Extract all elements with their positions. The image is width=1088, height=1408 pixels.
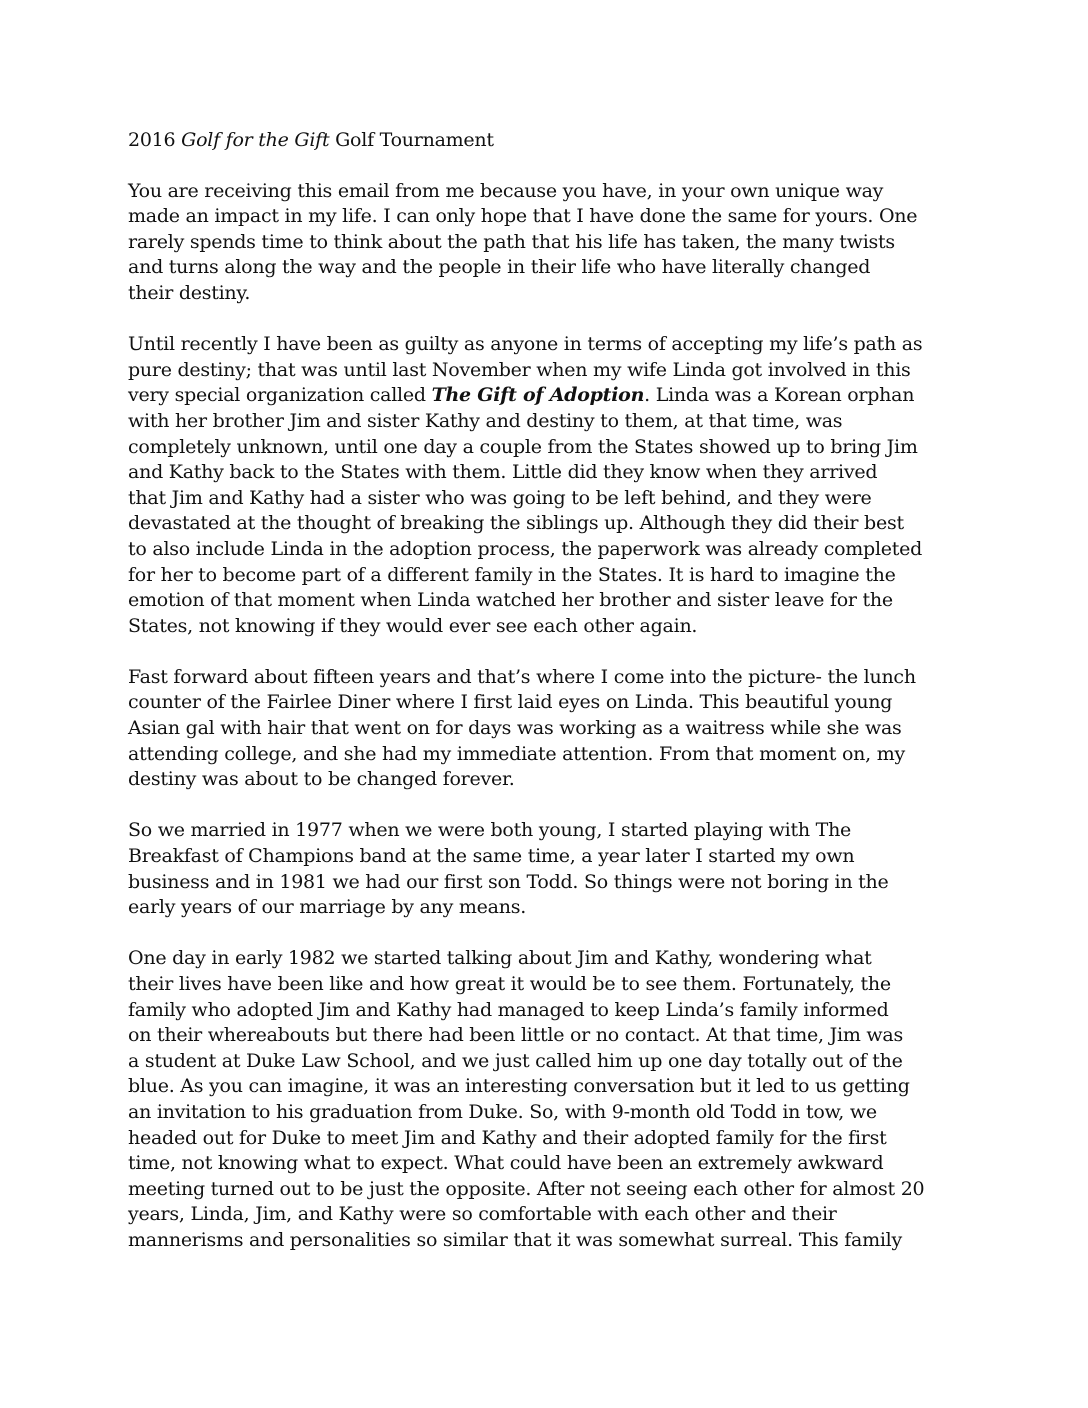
- text-line: devastated at the thought of breaking the siblings up. Although they did their best: [128, 512, 904, 535]
- text-line: that Jim and Kathy had a sister who was going to be left behind, and they were: [128, 486, 872, 509]
- text-line: Fast forward about fifteen years and that’s where I come into the picture- the lunch: [128, 665, 916, 688]
- text-line: and Kathy back to the States with them. Little did they know when they arrived: [128, 461, 878, 484]
- text-line: made an impact in my life. I can only hope that I have done the same for yours. One: [128, 205, 918, 228]
- text-line: business and in 1981 we had our first son Todd. So things were not boring in the: [128, 870, 889, 893]
- title-year: 2016: [128, 129, 182, 151]
- text-line: their destiny.: [128, 281, 251, 304]
- text-line: So we married in 1977 when we were both young, I started playing with The: [128, 819, 852, 842]
- text-line: for her to become part of a different family in the States. It is hard to imagine the: [128, 563, 896, 586]
- text-line: States, not knowing if they would ever see each other again.: [128, 614, 698, 637]
- paragraph-reunion: [128, 946, 978, 1253]
- text-line: emotion of that moment when Linda watched her brother and sister leave for the: [128, 589, 893, 612]
- text-line: headed out for Duke to meet Jim and Kathy and their adopted family for the first: [128, 1126, 887, 1149]
- text-line: time, not knowing what to expect. What could have been an extremely awkward: [128, 1152, 884, 1175]
- text-line: years, Linda, Jim, and Kathy were so comfortable with each other and their: [128, 1203, 837, 1226]
- text-line: blue. As you can imagine, it was an interesting conversation but it led to us getting: [128, 1075, 910, 1098]
- title-suffix: Golf Tournament: [329, 129, 494, 151]
- text-line: One day in early 1982 we started talking about Jim and Kathy, wondering what: [128, 947, 872, 970]
- text-line: on their whereabouts but there had been little or no contact. At that time, Jim was: [128, 1024, 903, 1047]
- paragraph-intro: [128, 179, 978, 307]
- text-line: rarely spends time to think about the path that his life has taken, the many twists: [128, 230, 895, 253]
- title-event-name: Golf for the Gift: [181, 129, 330, 151]
- organization-trail-text: . Linda was a Korean orphan: [644, 384, 915, 407]
- letter-page: [128, 128, 978, 1279]
- text-line: Breakfast of Champions band at the same time, a year later I started my own: [128, 845, 855, 868]
- text-line: and turns along the way and the people in their life who have literally changed: [128, 256, 871, 279]
- text-line: an invitation to his graduation from Duke. So, with 9-month old Todd in tow, we: [128, 1100, 877, 1123]
- paragraph-marriage: [128, 818, 978, 920]
- text-line: a student at Duke Law School, and we just called him up one day totally out of the: [128, 1049, 903, 1072]
- organization-name: The Gift of Adoption: [431, 384, 645, 407]
- text-line: meeting turned out to be just the opposite. After not seeing each other for almost 20: [128, 1177, 925, 1200]
- text-line: to also include Linda in the adoption process, the paperwork was already completed: [128, 537, 923, 560]
- text-line: pure destiny; that was until last November when my wife Linda got involved in this: [128, 358, 911, 381]
- letter-title: [128, 128, 978, 154]
- text-line-organization: [128, 383, 978, 409]
- text-line: attending college, and she had my immediate attention. From that moment on, my: [128, 742, 905, 765]
- text-line: counter of the Fairlee Diner where I first laid eyes on Linda. This beautiful young: [128, 691, 893, 714]
- text-line: completely unknown, until one day a couple from the States showed up to bring Jim: [128, 435, 918, 458]
- paragraph-meeting-linda: [128, 665, 978, 793]
- text-line: Until recently I have been as guilty as anyone in terms of accepting my life’s path as: [128, 333, 923, 356]
- text-line: their lives have been like and how great it would be to see them. Fortunately, the: [128, 973, 891, 995]
- text-line: mannerisms and personalities so similar that it was somewhat surreal. This family: [128, 1228, 902, 1251]
- paragraph-destiny: [128, 332, 978, 639]
- text-line: Asian gal with hair that went on for days was working as a waitress while she was: [128, 717, 902, 740]
- text-line: with her brother Jim and sister Kathy and destiny to them, at that time, was: [128, 409, 843, 432]
- text-line: family who adopted Jim and Kathy had managed to keep Linda’s family informed: [128, 998, 889, 1021]
- text-line: destiny was about to be changed forever.: [128, 768, 515, 791]
- text-line: You are receiving this email from me because you have, in your own unique way: [128, 179, 884, 202]
- organization-lead-text: very special organization called: [128, 384, 432, 407]
- text-line: early years of our marriage by any means.: [128, 896, 526, 919]
